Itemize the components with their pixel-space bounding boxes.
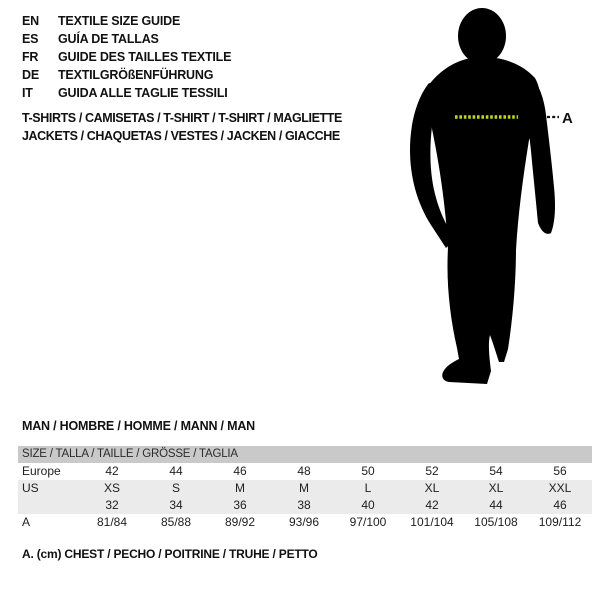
size-value: M	[235, 481, 245, 495]
language-row-fr	[22, 48, 231, 66]
category-tshirts: T-SHIRTS / CAMISETAS / T-SHIRT / T-SHIRT / MAGLIETTE	[22, 111, 342, 125]
size-value: 38	[297, 498, 311, 512]
figure-illustration	[405, 5, 575, 390]
size-value: 97/100	[349, 515, 387, 529]
row-label: US	[22, 481, 39, 495]
size-value: 44	[489, 498, 503, 512]
measurement-footnote: A. (cm) CHEST / PECHO / POITRINE / TRUHE / PETTO	[22, 547, 318, 561]
category-jackets: JACKETS / CHAQUETAS / VESTES / JACKEN / GIACCHE	[22, 129, 340, 143]
language-title: GUIDE DES TAILLES TEXTILE	[58, 50, 232, 64]
size-value: 32	[105, 498, 119, 512]
size-value: XXL	[548, 481, 572, 495]
language-title: GUÍA DE TALLAS	[58, 32, 159, 46]
size-table	[18, 446, 592, 531]
size-value: 42	[105, 464, 119, 478]
size-table-header: SIZE / TALLA / TAILLE / GRÖSSE / TAGLIA	[18, 446, 592, 463]
size-value: 46	[553, 498, 567, 512]
language-row-de	[22, 66, 231, 84]
garment-categories	[22, 109, 342, 145]
row-label	[18, 497, 80, 514]
size-value: 85/88	[160, 515, 192, 529]
size-value: L	[364, 481, 372, 495]
silhouette-right-arm	[525, 75, 555, 234]
size-value: 56	[553, 464, 567, 478]
language-row-es	[22, 30, 231, 48]
size-value: 52	[425, 464, 439, 478]
size-value: 105/108	[474, 515, 518, 529]
size-value: 54	[489, 464, 503, 478]
size-value: 34	[169, 498, 183, 512]
measure-label-a: A	[562, 110, 573, 127]
language-code: ES	[22, 32, 39, 46]
size-value: 93/96	[288, 515, 320, 529]
size-value: M	[299, 481, 309, 495]
table-row-chest-a	[18, 514, 592, 531]
language-row-it	[22, 84, 231, 102]
table-row-us	[18, 480, 592, 497]
table-row-numeric	[18, 497, 592, 514]
size-value: S	[171, 481, 180, 495]
size-value: 40	[361, 498, 375, 512]
row-label: Europe	[22, 464, 61, 478]
row-label: A	[22, 515, 31, 529]
size-value: 81/84	[96, 515, 128, 529]
language-code: FR	[22, 50, 39, 64]
section-title-man: MAN / HOMBRE / HOMME / MANN / MAN	[22, 419, 255, 433]
language-code: EN	[22, 14, 39, 28]
size-value: 48	[297, 464, 311, 478]
size-value: 89/92	[224, 515, 256, 529]
language-code: IT	[22, 86, 33, 100]
size-value: 46	[233, 464, 247, 478]
language-title: TEXTILGRÖßENFÜHRUNG	[58, 68, 214, 82]
size-value: 36	[233, 498, 247, 512]
man-silhouette	[405, 5, 575, 390]
size-value: XL	[424, 481, 440, 495]
table-row-europe	[18, 463, 592, 480]
language-list	[22, 12, 231, 102]
size-value: 44	[169, 464, 183, 478]
size-value: XS	[103, 481, 120, 495]
size-value: 109/112	[538, 515, 582, 529]
size-value: 42	[425, 498, 439, 512]
size-value: XL	[488, 481, 504, 495]
size-value: 101/104	[410, 515, 454, 529]
language-title: TEXTILE SIZE GUIDE	[58, 14, 181, 28]
size-value: 50	[361, 464, 375, 478]
language-row-en	[22, 12, 231, 30]
silhouette-legs	[442, 248, 516, 384]
language-code: DE	[22, 68, 39, 82]
language-title: GUIDA ALLE TAGLIE TESSILI	[58, 86, 228, 100]
